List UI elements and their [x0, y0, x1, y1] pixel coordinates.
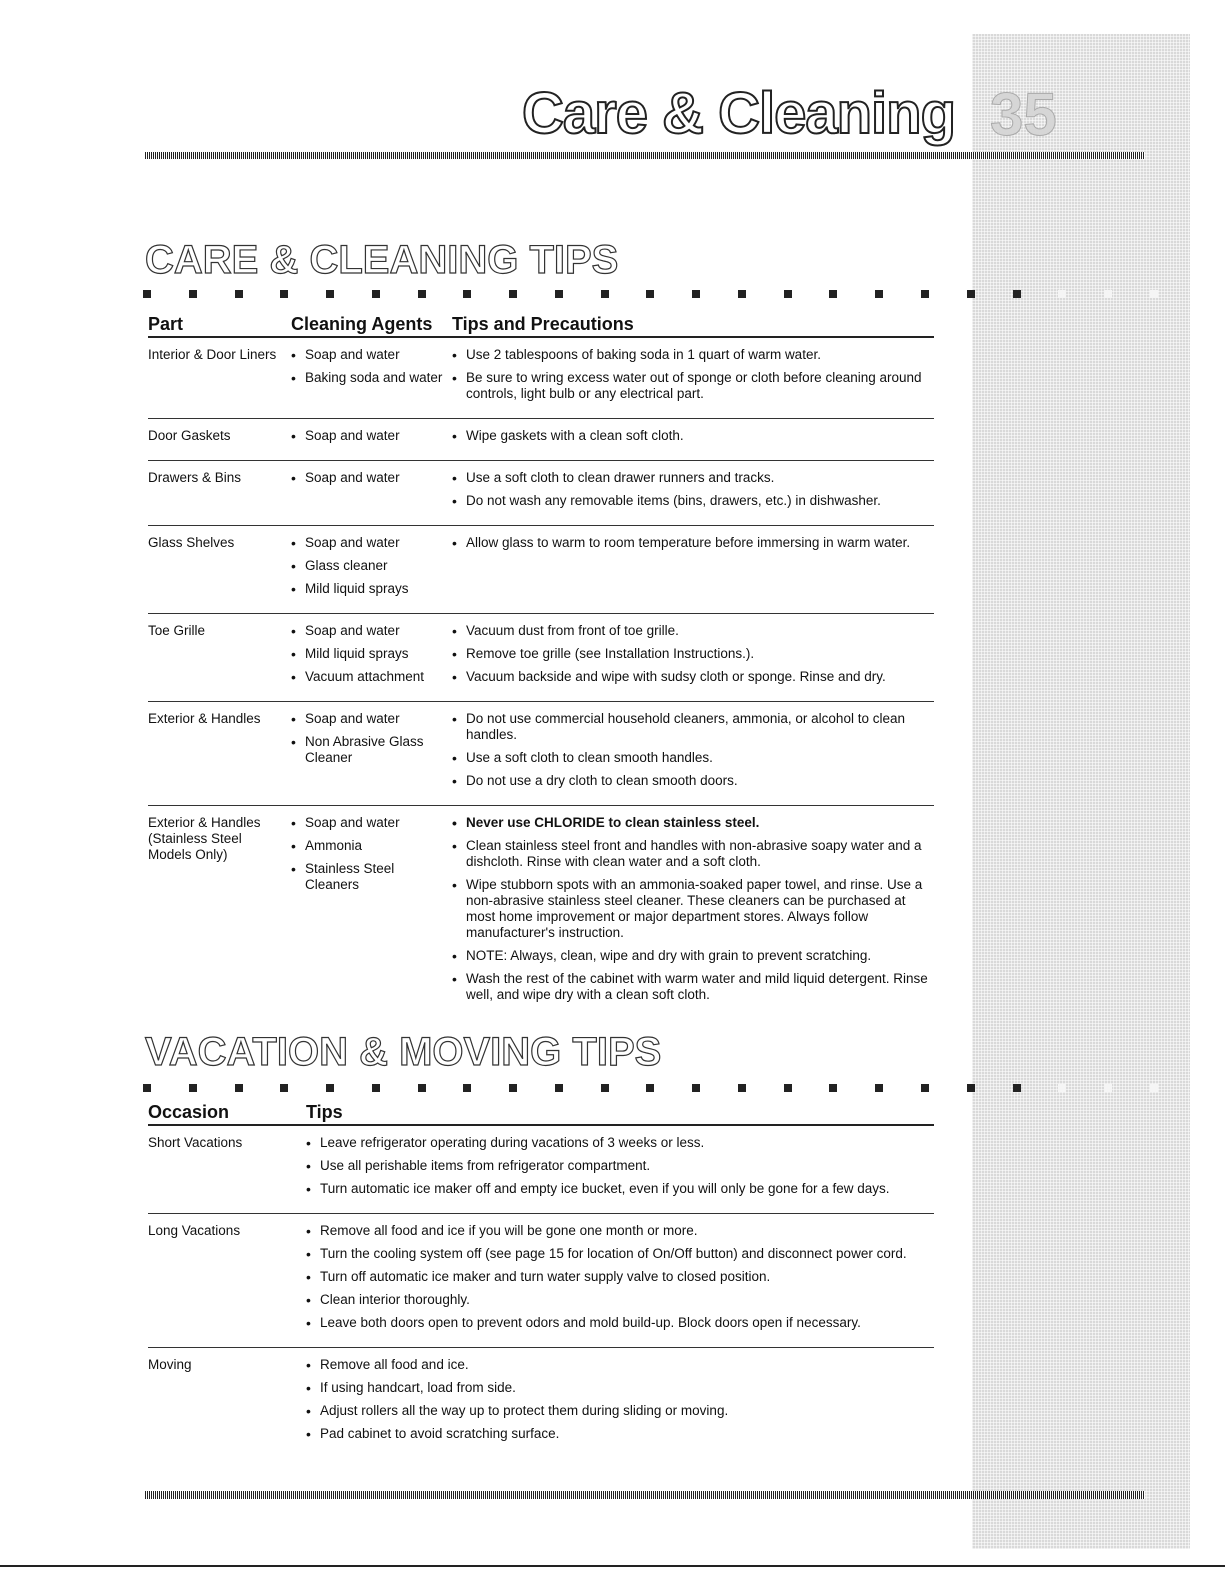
table-row [148, 702, 934, 806]
tip-item: • Turn automatic ice maker off and empty ice bucket, even if you will only be gone for a few days. [306, 1181, 934, 1197]
table-row [148, 1214, 934, 1348]
tip-item: • NOTE: Always, clean, wipe and dry with grain to prevent scratching. [452, 948, 934, 964]
header-rule [145, 152, 1145, 159]
care-tips-table [148, 316, 934, 1019]
divider-square [1058, 1084, 1066, 1092]
agent-item: • Non Abrasive Glass Cleaner [291, 734, 452, 766]
vacation-tips-table [148, 1104, 934, 1458]
page-bottom-line [0, 1565, 1225, 1567]
tip-item: • Wipe gaskets with a clean soft cloth. [452, 428, 934, 444]
divider-square [509, 1084, 517, 1092]
tip-item: • Leave both doors open to prevent odors and mold build-up. Block doors open if necessary. [306, 1315, 934, 1331]
tips-list [452, 428, 934, 444]
agent-item: • Vacuum attachment [291, 669, 452, 685]
part-cell: Door Gaskets [148, 428, 231, 443]
tip-item: • Vacuum backside and wipe with sudsy cloth or sponge. Rinse and dry. [452, 669, 934, 685]
divider-square [418, 1084, 426, 1092]
divider-square [784, 1084, 792, 1092]
tip-item: • Use all perishable items from refrigerator compartment. [306, 1158, 934, 1174]
tip-item: • Remove all food and ice. [306, 1357, 934, 1373]
occasion-cell: Long Vacations [148, 1223, 241, 1238]
vacation-divider-squares [143, 1084, 1158, 1092]
divider-square [509, 290, 517, 298]
divider-square [784, 290, 792, 298]
agent-item: • Soap and water [291, 815, 452, 831]
agent-item: • Stainless Steel Cleaners [291, 861, 452, 893]
divider-square [189, 1084, 197, 1092]
divider-square [189, 290, 197, 298]
divider-square [372, 1084, 380, 1092]
tips-cell [452, 347, 934, 409]
tips-cell [452, 623, 934, 692]
agents-list [291, 347, 452, 386]
tip-item: • Clean interior thoroughly. [306, 1292, 934, 1308]
tip-item: • If using handcart, load from side. [306, 1380, 934, 1396]
agent-item: • Soap and water [291, 470, 452, 486]
tip-item: • Wipe stubborn spots with an ammonia-soaked paper towel, and rinse. Use a non-abrasive stainless steel cleaner. These cleaners can be purchased at most home improvement or major department stores. Always follow manufacturer's instruction. [452, 877, 934, 941]
tip-item: • Do not use a dry cloth to clean smooth doors. [452, 773, 934, 789]
divider-square [235, 290, 243, 298]
tips-list [306, 1357, 934, 1442]
divider-square [692, 290, 700, 298]
side-tab-band [972, 34, 1190, 1549]
tip-item: • Do not wash any removable items (bins, drawers, etc.) in dishwasher. [452, 493, 934, 509]
divider-square [280, 290, 288, 298]
tip-item: • Use a soft cloth to clean drawer runners and tracks. [452, 470, 934, 486]
divider-square [143, 1084, 151, 1092]
tip-item: • Turn off automatic ice maker and turn water supply valve to closed position. [306, 1269, 934, 1285]
divider-square [143, 290, 151, 298]
care-table-header [148, 316, 934, 338]
divider-square [326, 290, 334, 298]
divider-square [1150, 1084, 1158, 1092]
part-cell: Exterior & Handles [148, 711, 261, 726]
agent-item: • Soap and water [291, 535, 452, 551]
divider-square [829, 290, 837, 298]
occasion-cell: Short Vacations [148, 1135, 243, 1150]
agents-list [291, 623, 452, 685]
agents-cell [291, 428, 452, 451]
tips-cell [452, 428, 934, 451]
agents-cell [291, 470, 452, 516]
column-header-occasion: Occasion [148, 1102, 230, 1122]
tips-cell [452, 535, 934, 604]
divider-square [280, 1084, 288, 1092]
care-divider-squares [143, 290, 1158, 298]
tips-cell [452, 815, 934, 1010]
tip-item: • Use 2 tablespoons of baking soda in 1 quart of warm water. [452, 347, 934, 363]
tip-item: • Do not use commercial household cleaners, ammonia, or alcohol to clean handles. [452, 711, 934, 743]
agents-list [291, 470, 452, 486]
divider-square [1150, 290, 1158, 298]
divider-square [463, 290, 471, 298]
tips-cell [306, 1357, 934, 1449]
agent-item: • Soap and water [291, 623, 452, 639]
divider-square [372, 290, 380, 298]
care-tips-heading: CARE & CLEANING TIPS [145, 238, 619, 282]
tips-list [452, 470, 934, 509]
divider-square [967, 1084, 975, 1092]
tips-list [452, 815, 934, 1003]
agents-list [291, 535, 452, 597]
tips-cell [306, 1135, 934, 1204]
tips-list [306, 1135, 934, 1197]
agents-cell [291, 535, 452, 604]
tip-item: • Allow glass to warm to room temperature before immersing in warm water. [452, 535, 934, 551]
tips-list [452, 347, 934, 402]
agents-cell [291, 815, 452, 1010]
divider-square [875, 1084, 883, 1092]
tip-item: • Use a soft cloth to clean smooth handles. [452, 750, 934, 766]
divider-square [1058, 290, 1066, 298]
table-row [148, 806, 934, 1019]
divider-square [921, 290, 929, 298]
agent-item: • Soap and water [291, 428, 452, 444]
part-cell: Glass Shelves [148, 535, 235, 550]
part-cell: Toe Grille [148, 623, 206, 638]
table-row [148, 1126, 934, 1214]
divider-square [967, 290, 975, 298]
divider-square [1013, 1084, 1021, 1092]
divider-square [646, 1084, 654, 1092]
agent-item: • Soap and water [291, 711, 452, 727]
agent-item: • Mild liquid sprays [291, 581, 452, 597]
divider-square [921, 1084, 929, 1092]
column-header-part: Part [148, 314, 184, 334]
divider-square [555, 1084, 563, 1092]
page-header-title: Care & Cleaning [522, 81, 955, 146]
table-row [148, 526, 934, 614]
table-row [148, 461, 934, 526]
agents-cell [291, 623, 452, 692]
tip-item: • Remove all food and ice if you will be gone one month or more. [306, 1223, 934, 1239]
agent-item: • Glass cleaner [291, 558, 452, 574]
tip-item: • Leave refrigerator operating during vacations of 3 weeks or less. [306, 1135, 934, 1151]
tip-item: • Pad cabinet to avoid scratching surface. [306, 1426, 934, 1442]
table-row [148, 614, 934, 702]
tip-item: • Vacuum dust from front of toe grille. [452, 623, 934, 639]
divider-square [235, 1084, 243, 1092]
divider-square [692, 1084, 700, 1092]
divider-square [326, 1084, 334, 1092]
table-row [148, 1348, 934, 1458]
page-number: 35 [990, 81, 1057, 148]
column-header-agents: Cleaning Agents [291, 314, 433, 334]
tips-list [452, 535, 934, 551]
tip-item: • Never use CHLORIDE to clean stainless steel. [452, 815, 934, 831]
part-cell: Exterior & Handles (Stainless Steel Models Only) [148, 815, 261, 862]
tip-item: • Clean stainless steel front and handles with non-abrasive soapy water and a dishcloth. Rinse with clean water and a soft cloth. [452, 838, 934, 870]
agents-list [291, 815, 452, 893]
footer-rule [145, 1491, 1145, 1499]
tip-item: • Wash the rest of the cabinet with warm water and mild liquid detergent. Rinse well, and wipe dry with a clean soft cloth. [452, 971, 934, 1003]
column-header-tips: Tips and Precautions [452, 314, 634, 334]
tips-list [452, 711, 934, 789]
tip-item: • Turn the cooling system off (see page 15 for location of On/Off button) and disconnect power cord. [306, 1246, 934, 1262]
divider-square [738, 1084, 746, 1092]
divider-square [601, 290, 609, 298]
divider-square [601, 1084, 609, 1092]
tips-cell [306, 1223, 934, 1338]
divider-square [738, 290, 746, 298]
agents-list [291, 711, 452, 766]
divider-square [418, 290, 426, 298]
tips-cell [452, 711, 934, 796]
part-cell: Interior & Door Liners [148, 347, 277, 362]
tips-cell [452, 470, 934, 516]
agents-cell [291, 711, 452, 796]
divider-square [1104, 290, 1112, 298]
tip-item: • Be sure to wring excess water out of sponge or cloth before cleaning around controls, light bulb or any electrical part. [452, 370, 934, 402]
divider-square [829, 1084, 837, 1092]
vacation-table-header [148, 1104, 934, 1126]
tips-list [452, 623, 934, 685]
tip-item: • Adjust rollers all the way up to protect them during sliding or moving. [306, 1403, 934, 1419]
table-row [148, 338, 934, 419]
tips-list [306, 1223, 934, 1331]
divider-square [463, 1084, 471, 1092]
tip-item: • Remove toe grille (see Installation Instructions.). [452, 646, 934, 662]
divider-square [1013, 290, 1021, 298]
care-table-body [148, 338, 934, 1019]
vacation-tips-heading: VACATION & MOVING TIPS [145, 1030, 662, 1074]
agent-item: • Baking soda and water [291, 370, 452, 386]
divider-square [1104, 1084, 1112, 1092]
agent-item: • Soap and water [291, 347, 452, 363]
divider-square [555, 290, 563, 298]
occasion-cell: Moving [148, 1357, 192, 1372]
agent-item: • Mild liquid sprays [291, 646, 452, 662]
agents-list [291, 428, 452, 444]
part-cell: Drawers & Bins [148, 470, 242, 485]
table-row [148, 419, 934, 461]
column-header-vacation-tips: Tips [306, 1102, 343, 1122]
divider-square [646, 290, 654, 298]
divider-square [875, 290, 883, 298]
agents-cell [291, 347, 452, 409]
agent-item: • Ammonia [291, 838, 452, 854]
vacation-table-body [148, 1126, 934, 1458]
